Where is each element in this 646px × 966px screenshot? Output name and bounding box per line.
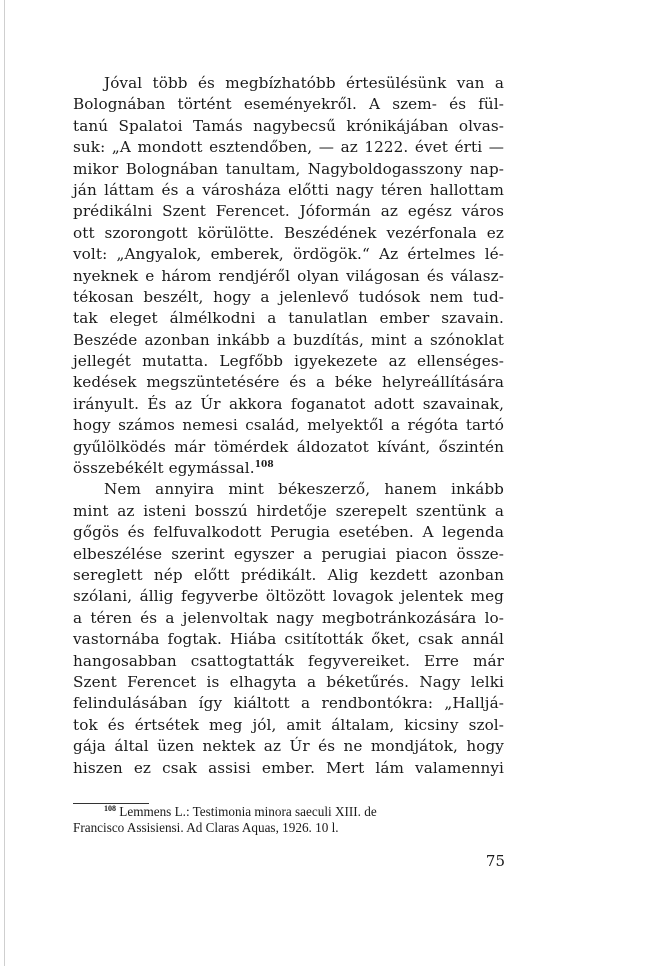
text-line: suk: „A mondott esztendőben, — az 1222. évet érti — xyxy=(73,138,504,157)
text-line: mikor Bolognában tanultam, Nagyboldogasszony nap- xyxy=(73,159,504,178)
text-line: tanú Spalatoi Tamás nagybecsű krónikájában olvas- xyxy=(73,116,504,135)
text-line: jellegét mutatta. Legfőbb igyekezete az ellenséges- xyxy=(73,352,504,371)
text-line: hiszen ez csak assisi ember. Mert lám valamennyi xyxy=(73,758,504,777)
text-line: prédikálni Szent Ferencet. Jóformán az egész város xyxy=(73,202,504,221)
text-line: mint az isteni bosszú hirdetője szerepelt szentünk a xyxy=(73,501,504,520)
text-line: szólani, állig fegyverbe öltözött lovagok jelentek meg xyxy=(73,587,504,606)
text-line: Nem annyira mint békeszerző, hanem inkább xyxy=(104,480,504,499)
text-line: kedések megszüntetésére és a béke helyreállítására xyxy=(73,373,504,392)
text-line: gája által üzen nektek az Úr és ne mondjátok, hogy xyxy=(73,737,504,756)
text-line: Jóval több és megbízhatóbb értesülésünk van a xyxy=(104,74,504,92)
page-number: 75 xyxy=(485,852,505,870)
text-line: elbeszélése szerint egyszer a perugiai piacon össze- xyxy=(73,544,504,563)
text-line: Beszéde azonban inkább a buzdítás, mint a szónoklat xyxy=(73,330,504,349)
text-line: ott szorongott körülötte. Beszédének vezérfonala ez xyxy=(73,223,504,242)
page-edge xyxy=(4,0,5,966)
text-line: gyűlölködés már tömérdek áldozatot kívánt, őszintén xyxy=(73,437,504,456)
footnote-reference: 108 xyxy=(254,460,274,471)
text-line: volt: „Angyalok, emberek, ördögök.“ Az értelmes lé- xyxy=(73,245,504,264)
footnote-text: Lemmens L.: Testimonia minora saeculi XIII. de xyxy=(119,804,377,819)
footnote-line xyxy=(73,804,504,820)
text-line: vastornába fogtak. Hiába csitították őket, csak annál xyxy=(73,630,504,649)
text-line: sereglett nép előtt prédikált. Alig kezdett azonban xyxy=(73,565,504,584)
footnote xyxy=(73,804,504,836)
text-line: Szent Ferencet is elhagyta a béketűrés. Nagy lelki xyxy=(73,672,504,691)
text-line: tak eleget álmélkodni a tanulatlan ember szavain. xyxy=(73,309,504,328)
text-line: ján láttam és a városháza előtti nagy téren hallottam xyxy=(73,180,504,199)
text-line: gőgös és felfuvalkodott Perugia esetében. A legenda xyxy=(73,523,504,542)
text-line: hangosabban csattogtatták fegyvereiket. Erre már xyxy=(73,651,504,670)
text-line: Bolognában történt eseményekről. A szem- és fül- xyxy=(73,95,504,114)
body-text xyxy=(73,73,504,779)
text-line: irányult. És az Úr akkora foganatot adott szavainak, xyxy=(73,394,504,413)
text-line: tok és értsétek meg jól, amit általam, kicsiny szol- xyxy=(73,715,504,734)
text-line: felindulásában így kiáltott a rendbontókra: „Halljá- xyxy=(73,694,504,713)
text-line: nyeknek e három rendjéről olyan világosan és válasz- xyxy=(73,266,504,285)
text-line: a téren és a jelenvoltak nagy megbotránkozására lo- xyxy=(73,608,504,627)
text-line: hogy számos nemesi család, melyektől a régóta tartó xyxy=(73,416,504,435)
footnote-number: 108 xyxy=(104,804,116,813)
text-line: tékosan beszélt, hogy a jelenlevő tudósok nem tud- xyxy=(73,287,504,306)
footnote-line: Francisco Assisiensi. Ad Claras Aquas, 1926. 10 l. xyxy=(73,820,339,835)
text-line xyxy=(73,458,504,479)
text-line-content: összebékélt egymással. xyxy=(73,459,255,478)
